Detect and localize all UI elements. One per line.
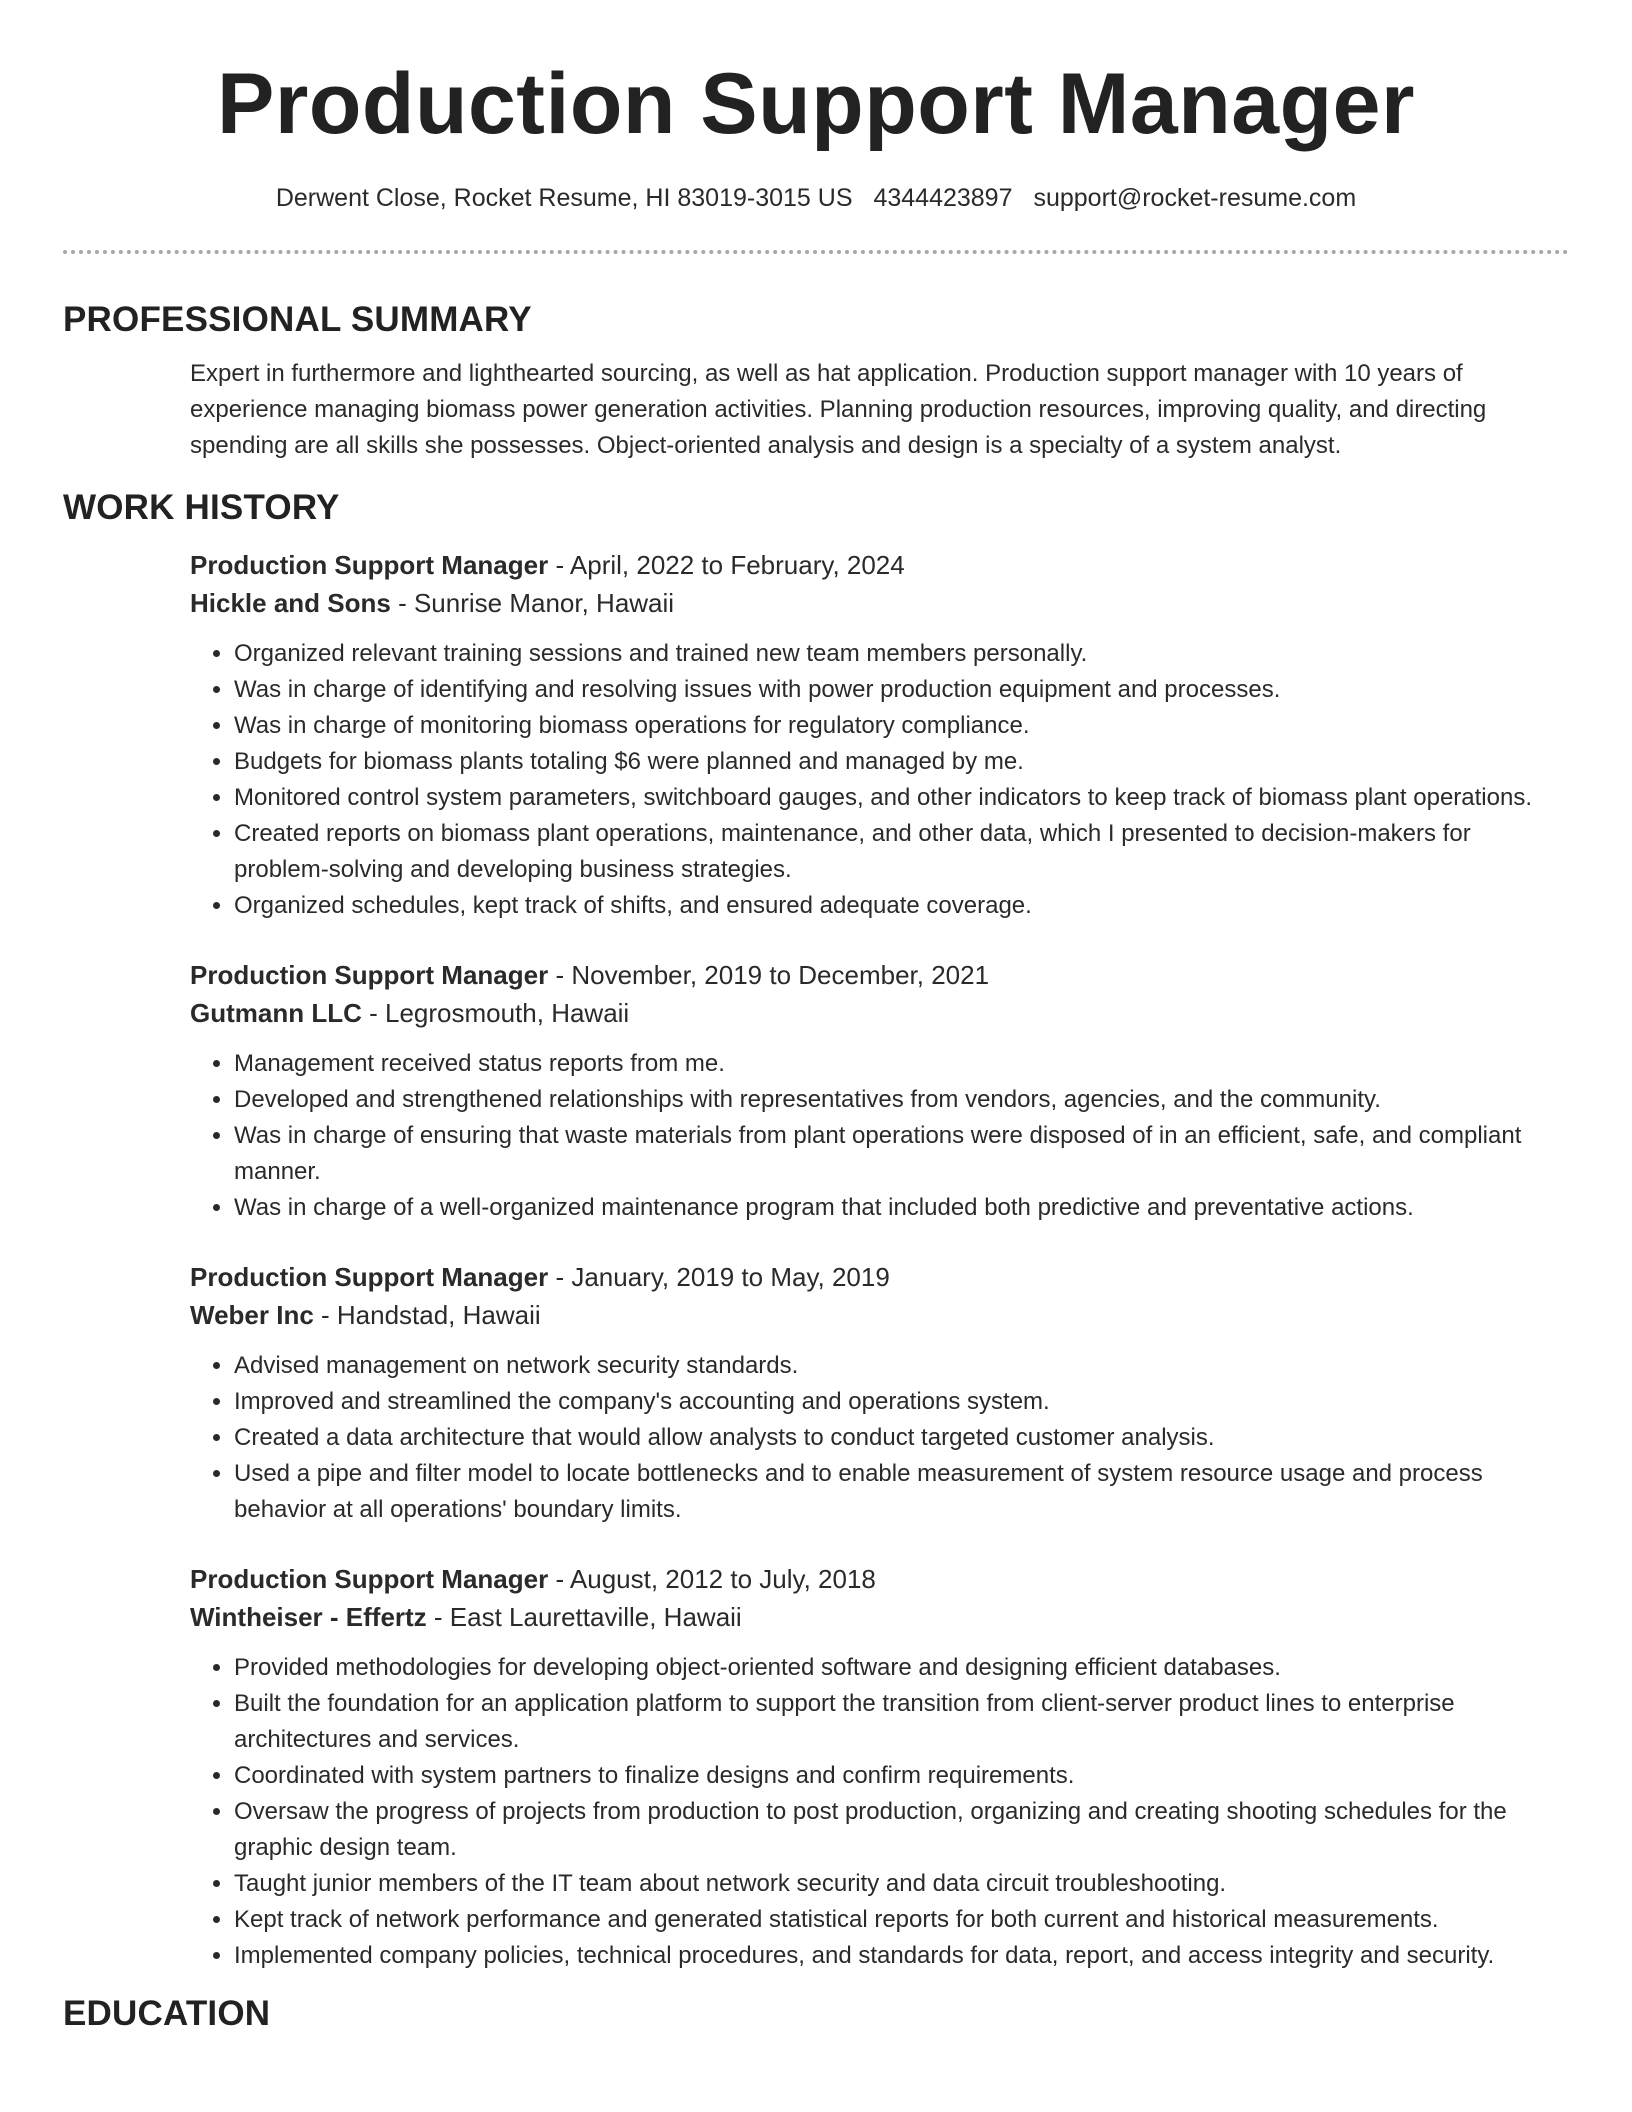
job-role: Production Support Manager (190, 960, 549, 990)
job-title-line (190, 1560, 1569, 1598)
job-dates: - January, 2019 to May, 2019 (548, 1262, 890, 1292)
job-company-line (190, 1598, 1569, 1636)
job-role: Production Support Manager (190, 550, 549, 580)
job-bullet: • Oversaw the progress of projects from production to post production, organizing and creating shooting schedules for the graphic design team. (234, 1794, 1569, 1866)
job-company: Hickle and Sons (190, 588, 391, 618)
job-company-line (190, 994, 1569, 1032)
job-entry (190, 1560, 1569, 1974)
job-bullet: • Advised management on network security standards. (234, 1348, 1569, 1384)
job-bullet: • Monitored control system parameters, switchboard gauges, and other indicators to keep track of biomass plant operations. (234, 780, 1569, 816)
job-bullet: • Was in charge of ensuring that waste materials from plant operations were disposed of in an efficient, safe, and compliant manner. (234, 1118, 1569, 1190)
job-bullet: • Kept track of network performance and generated statistical reports for both current and historical measurements. (234, 1902, 1569, 1938)
job-bullet: • Used a pipe and filter model to locate bottlenecks and to enable measurement of system resource usage and process behavior at all operations' boundary limits. (234, 1456, 1569, 1528)
contact-phone: 4344423897 (873, 184, 1013, 212)
job-bullet: • Created a data architecture that would allow analysts to conduct targeted customer analysis. (234, 1420, 1569, 1456)
job-location: - Handstad, Hawaii (313, 1300, 541, 1330)
job-role: Production Support Manager (190, 1564, 549, 1594)
job-bullet: • Was in charge of identifying and resolving issues with power production equipment and processes. (234, 672, 1569, 708)
job-bullet: • Created reports on biomass plant operations, maintenance, and other data, which I presented to decision-makers for problem-solving and developing business strategies. (234, 816, 1569, 888)
job-title-line (190, 956, 1569, 994)
job-bullet-list (190, 1348, 1569, 1528)
job-dates: - April, 2022 to February, 2024 (548, 550, 905, 580)
job-title-line (190, 546, 1569, 584)
job-bullet: • Improved and streamlined the company's accounting and operations system. (234, 1384, 1569, 1420)
job-location: - Legrosmouth, Hawaii (361, 998, 630, 1028)
job-bullet: • Organized schedules, kept track of shifts, and ensured adequate coverage. (234, 888, 1569, 924)
job-bullet: • Organized relevant training sessions and trained new team members personally. (234, 636, 1569, 672)
resume-name-heading: Production Support Manager (217, 56, 1415, 152)
job-company: Weber Inc (190, 1300, 314, 1330)
job-location: - East Laurettaville, Hawaii (426, 1602, 742, 1632)
summary-section-title: PROFESSIONAL SUMMARY (63, 300, 532, 339)
header-divider (63, 250, 1569, 254)
work-history-section-title: WORK HISTORY (63, 488, 340, 527)
job-title-line (190, 1258, 1569, 1296)
contact-line (0, 180, 1632, 216)
job-company: Gutmann LLC (190, 998, 362, 1028)
job-bullet-list (190, 636, 1569, 924)
job-bullet: • Provided methodologies for developing object-oriented software and designing efficient databases. (234, 1650, 1569, 1686)
job-entry (190, 956, 1569, 1226)
job-bullet: • Budgets for biomass plants totaling $6 were planned and managed by me. (234, 744, 1569, 780)
job-company: Wintheiser - Effertz (190, 1602, 427, 1632)
job-bullet-list (190, 1650, 1569, 1974)
job-company-line (190, 584, 1569, 622)
contact-address: Derwent Close, Rocket Resume, HI 83019-3015 US (275, 184, 853, 212)
job-dates: - August, 2012 to July, 2018 (548, 1564, 876, 1594)
job-location: - Sunrise Manor, Hawaii (390, 588, 675, 618)
job-bullet: • Taught junior members of the IT team about network security and data circuit troubleshooting. (234, 1866, 1569, 1902)
job-dates: - November, 2019 to December, 2021 (548, 960, 990, 990)
job-bullet: • Was in charge of a well-organized maintenance program that included both predictive and preventative actions. (234, 1190, 1569, 1226)
education-section-title: EDUCATION (63, 1994, 271, 2033)
job-bullet-list (190, 1046, 1569, 1226)
job-role: Production Support Manager (190, 1262, 549, 1292)
job-bullet: • Built the foundation for an application platform to support the transition from client-server product lines to enterprise architectures and services. (234, 1686, 1569, 1758)
resume-content (63, 296, 1569, 2038)
job-company-line (190, 1296, 1569, 1334)
summary-text: Expert in furthermore and lighthearted sourcing, as well as hat application. Production support manager with 10 years of experience managing biomass power generation activities. Planning production resources, improving quality, and directing spending are all skills she possesses. Object-oriented analysis and design is a specialty of a system analyst. (190, 360, 1487, 459)
work-history-list (63, 546, 1569, 1974)
job-bullet: • Was in charge of monitoring biomass operations for regulatory compliance. (234, 708, 1569, 744)
job-entry (190, 546, 1569, 924)
job-entry (190, 1258, 1569, 1528)
job-bullet: • Developed and strengthened relationships with representatives from vendors, agencies, and the community. (234, 1082, 1569, 1118)
job-bullet: • Coordinated with system partners to finalize designs and confirm requirements. (234, 1758, 1569, 1794)
job-bullet: • Management received status reports from me. (234, 1046, 1569, 1082)
contact-email: support@rocket-resume.com (1033, 184, 1357, 212)
job-bullet: • Implemented company policies, technical procedures, and standards for data, report, and access integrity and security. (234, 1938, 1569, 1974)
